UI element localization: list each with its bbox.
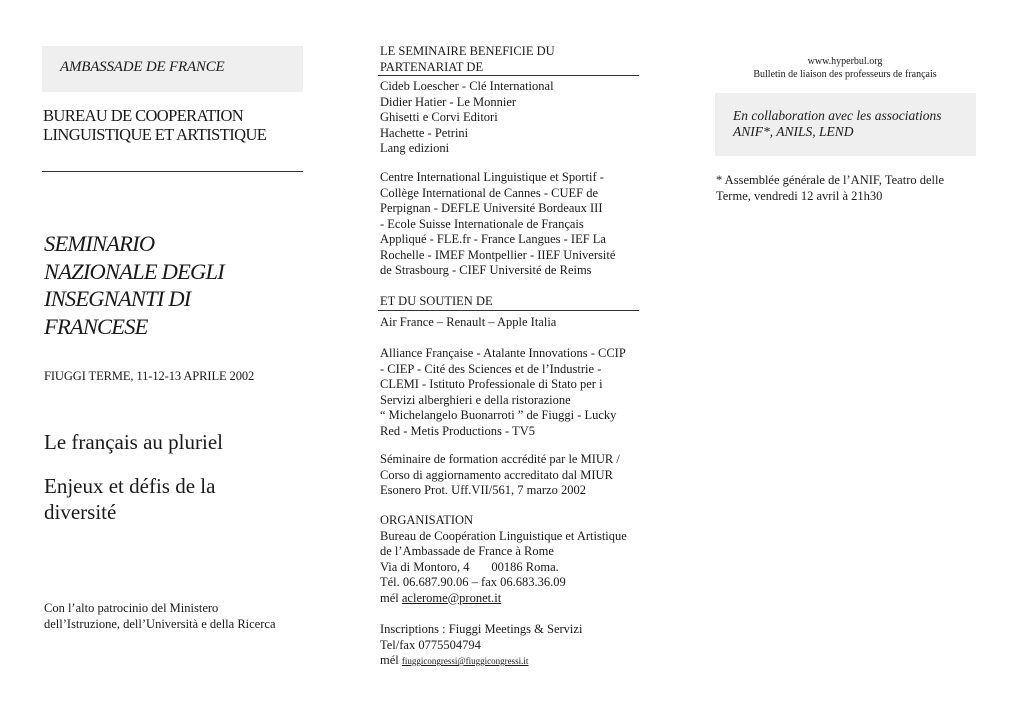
seminar-title-line: SEMINARIO	[44, 231, 155, 256]
organisation-line: Tél. 06.687.90.06 – fax 06.683.36.09	[380, 575, 566, 589]
bureau-title-line2: LINGUISTIQUE ET ARTISTIQUE	[43, 125, 267, 144]
accreditation-line: Corso di aggiornamento accreditato dal MIUR	[380, 467, 613, 482]
theme-subtitle-line2: diversité	[44, 500, 117, 524]
ambassade-box	[42, 46, 303, 92]
list-item: CLEMI - Istituto Professionale di Stato per i	[380, 377, 603, 391]
patronage-line1: Con l’alto patrocinio del Ministero	[44, 601, 219, 615]
bureau-title	[43, 106, 313, 144]
theme-title: Le français au pluriel	[44, 430, 223, 454]
list-item: Appliqué - FLE.fr - France Langues - IEF La	[380, 232, 606, 246]
publishers-list	[380, 79, 640, 157]
inscriptions-block	[380, 622, 640, 670]
list-item: “ Michelangelo Buonarroti ” de Fiuggi - Lucky	[380, 408, 617, 422]
list-item: Collège International de Cannes - CUEF de	[380, 185, 598, 200]
list-item: Ghisetti e Corvi Editori	[380, 110, 498, 124]
inscriptions-line: Tel/fax 0775504794	[380, 637, 481, 652]
list-item: Red - Metis Productions - TV5	[380, 423, 535, 438]
list-item: Perpignan - DEFLE Université Bordeaux III	[380, 201, 603, 215]
list-item: de Strasbourg - CIEF Université de Reims	[380, 263, 592, 277]
accreditation-line: Séminaire de formation accrédité par le MIUR /	[380, 452, 620, 466]
theme-subtitle	[44, 473, 314, 525]
list-item: Hachette - Petrini	[380, 125, 469, 140]
list-item: Lang edizioni	[380, 141, 450, 155]
list-item: Rochelle - IMEF Montpellier - IIEF Université	[380, 247, 616, 262]
organisation-line: Via di Montoro, 4 00186 Roma.	[380, 559, 559, 574]
seminar-dates: FIUGGI TERME, 11-12-13 APRILE 2002	[44, 369, 255, 383]
accreditation-line: Esonero Prot. Uff.VII/561, 7 marzo 2002	[380, 483, 586, 497]
seminar-title	[44, 230, 314, 340]
centres-list	[380, 170, 640, 279]
seminar-title-line: NAZIONALE DEGLI	[44, 258, 224, 284]
site-header	[715, 55, 975, 81]
support-heading: ET DU SOUTIEN DE	[380, 294, 493, 308]
list-item: - Ecole Suisse Internationale de Français	[380, 216, 584, 231]
email-label: mél	[380, 590, 399, 605]
email-label: mél	[380, 653, 399, 667]
divider	[42, 171, 303, 172]
sponsors-line: Air France – Renault – Apple Italia	[380, 315, 557, 329]
partnership-heading-line1: LE SEMINAIRE BENEFICIE DU	[380, 44, 555, 58]
assembly-line1: * Assemblée générale de l’ANIF, Teatro delle	[716, 173, 945, 187]
partnership-heading-line2: PARTENARIAT DE	[380, 59, 484, 74]
collaboration-text	[733, 108, 941, 140]
seminar-title-line: INSEGNANTI DI	[44, 286, 191, 311]
organisation-block	[380, 513, 640, 606]
seminar-title-line: FRANCESE	[44, 313, 148, 339]
list-item: - CIEP - Cité des Sciences et de l’Industrie -	[380, 361, 602, 376]
organisation-line: Bureau de Coopération Linguistique et Artistique	[380, 528, 627, 543]
list-item: Alliance Française - Atalante Innovations - CCIP	[380, 346, 626, 360]
organisation-email-link[interactable]: aclerome@pronet.it	[401, 590, 502, 605]
ambassade-label: AMBASSADE DE FRANCE	[60, 59, 225, 75]
list-item: Servizi alberghieri e della ristorazione	[380, 392, 571, 407]
assembly-note	[716, 172, 976, 204]
collaboration-line1: En collaboration avec les associations	[733, 108, 942, 123]
organisation-line: de l’Ambassade de France à Rome	[380, 544, 554, 558]
list-item: Didier Hatier - Le Monnier	[380, 94, 517, 109]
heading-rule	[378, 75, 639, 76]
patronage-note	[44, 600, 324, 632]
assembly-line2: Terme, vendredi 12 avril à 21h30	[716, 189, 883, 203]
email-line	[380, 591, 640, 607]
collaboration-line2: ANIF*, ANILS, LEND	[733, 124, 854, 139]
theme-subtitle-line1: Enjeux et défis de la	[44, 474, 216, 498]
patronage-line2: dell’Istruzione, dell’Università e della Ricerca	[44, 617, 276, 631]
alliance-list	[380, 346, 640, 439]
list-item: Cideb Loescher - Clé International	[380, 79, 554, 93]
collaboration-box	[715, 93, 976, 156]
bureau-title-line1: BUREAU DE COOPERATION	[43, 106, 244, 125]
inscriptions-email-link[interactable]: fiuggicongressi@fiuggicongressi.it	[401, 656, 529, 666]
website-link[interactable]: www.hyperbul.org	[807, 56, 883, 67]
accreditation-note	[380, 452, 640, 499]
bulletin-subtitle: Bulletin de liaison des professeurs de français	[753, 69, 937, 80]
inscriptions-line: Inscriptions : Fiuggi Meetings & Servizi	[380, 622, 583, 636]
organisation-heading: ORGANISATION	[380, 513, 474, 527]
partnership-heading	[380, 44, 640, 75]
heading-rule	[378, 310, 639, 311]
list-item: Centre International Linguistique et Sportif -	[380, 170, 604, 184]
email-line	[380, 653, 640, 670]
